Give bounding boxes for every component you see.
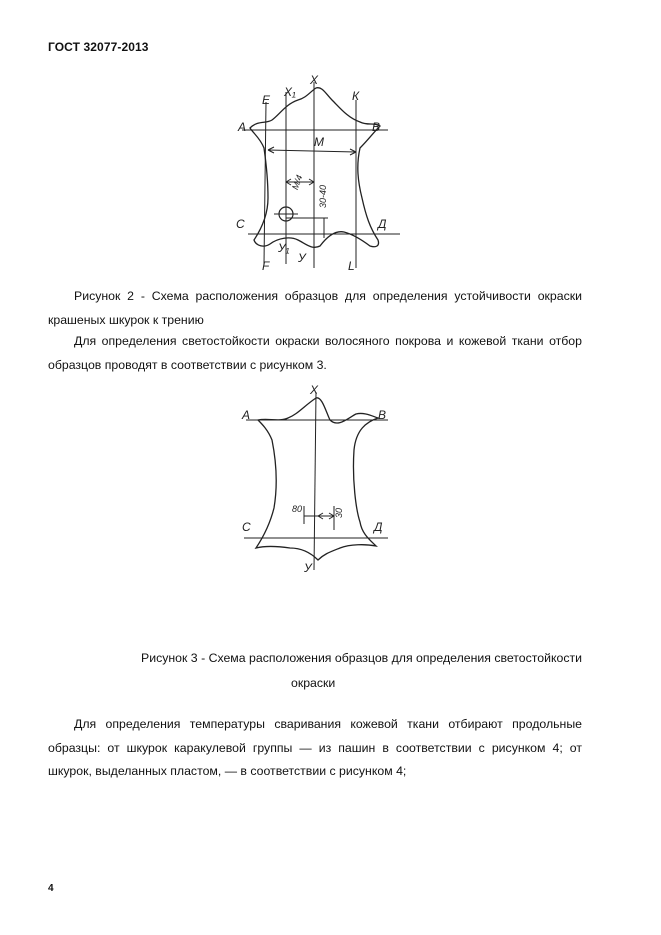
label-M4: М/4	[289, 173, 305, 192]
label-X: X	[310, 73, 319, 87]
label-C: С	[242, 520, 251, 534]
paragraph-shrinkage-temperature: Для определения температуры сваривания кожевой ткани отбирают продольные образцы: от шкурок каракулевой группы — из пашин в соответствии с рисунком 4; от шкурок, выделанных пластом, — в соответствии с рисунком 4;	[48, 717, 582, 778]
label-B: В	[378, 408, 387, 422]
label-X: X	[310, 383, 319, 397]
figure-3-caption-line1: Рисунок 3 - Схема расположения образцов для определения светостойкости	[141, 651, 582, 665]
document-header: ГОСТ 32077-2013	[48, 40, 149, 54]
label-K: К	[352, 89, 360, 103]
label-X1: X₁	[284, 85, 296, 99]
pelt-outline	[250, 88, 380, 248]
label-80: 80	[292, 504, 303, 514]
label-F: F	[262, 259, 270, 273]
figure-2-diagram	[228, 73, 408, 273]
label-Y: У	[304, 561, 312, 575]
label-Y: У	[298, 251, 306, 265]
figure-2-caption: Рисунок 2 - Схема расположения образцов для определения устойчивости окраски крашеных шкурок к трению	[48, 289, 582, 327]
label-distance: 30-40	[318, 184, 328, 208]
page-number: 4	[48, 883, 54, 894]
label-D: Д	[378, 217, 387, 231]
label-D: Д	[374, 520, 383, 534]
label-A: А	[238, 120, 247, 134]
figure-3-diagram	[238, 384, 403, 580]
label-E: Е	[262, 93, 271, 107]
label-Y1: У₁	[278, 241, 290, 255]
label-C: С	[236, 217, 245, 231]
paragraph-light-fastness: Для определения светостойкости окраски волосяного покрова и кожевой ткани отбор образцов проводят в соответствии с рисунком 3.	[48, 334, 582, 372]
label-L: L	[348, 259, 355, 273]
figure-3-caption-line2: окраски	[291, 676, 336, 690]
label-30: 30	[334, 507, 344, 518]
pelt-outline	[256, 398, 378, 560]
label-A: А	[242, 408, 251, 422]
label-B: В	[372, 120, 381, 134]
label-M: М	[314, 135, 324, 149]
